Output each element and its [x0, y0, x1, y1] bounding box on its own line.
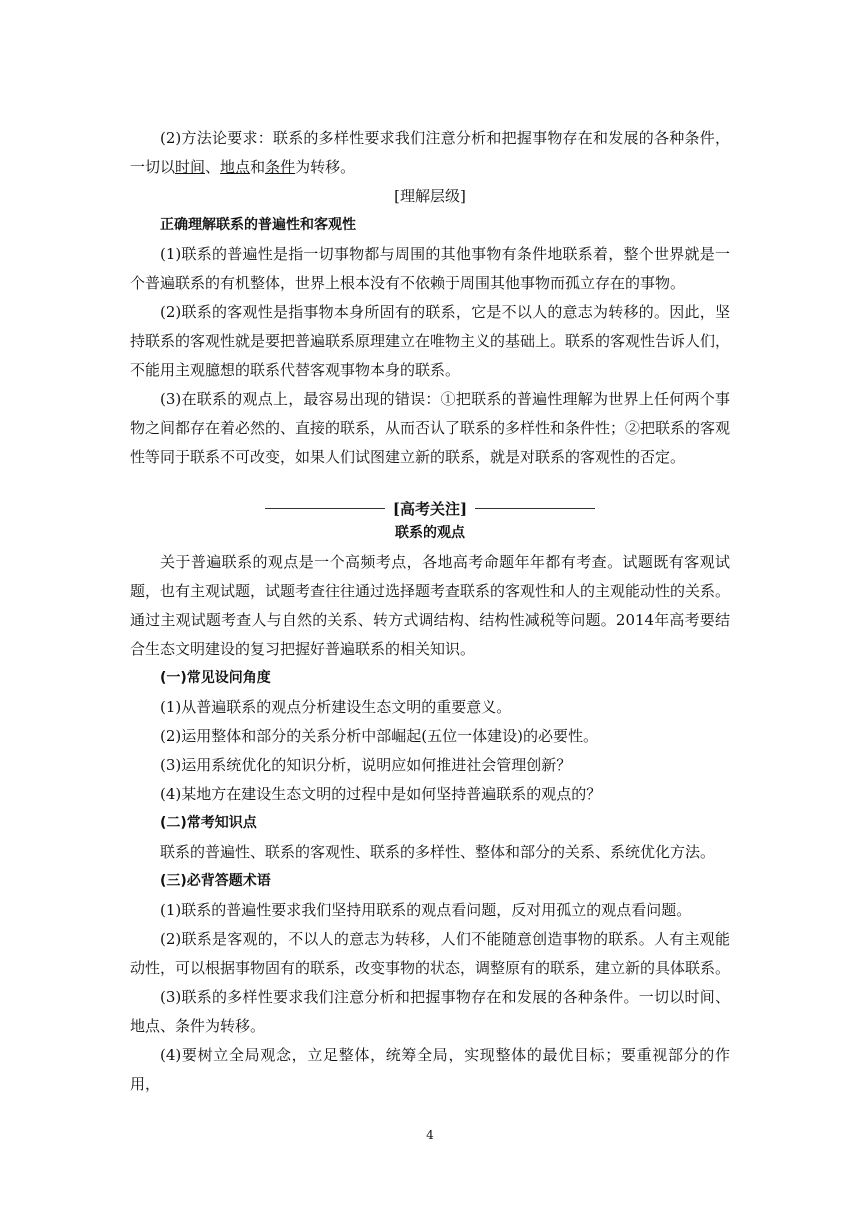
divider	[475, 508, 595, 509]
question-item: (1)从普遍联系的观点分析建设生态文明的重要意义。	[160, 698, 512, 716]
document-page	[130, 124, 730, 1099]
paragraph: (1)联系的普遍性是指一切事物都与周围的其他事物有条件地联系着，整个世界就是一个普遍联系的有机整体，世界上根本没有不依赖于周围其他事物而孤立存在的事物。	[130, 245, 730, 292]
banner-label: [高考关注]	[392, 500, 468, 518]
page-number: 4	[426, 1128, 434, 1142]
divider	[265, 508, 385, 509]
paragraph: 关于普遍联系的观点是一个高频考点，各地高考命题年年都有考查。试题既有客观试题，也有主观试题，试题考查往往通过选择题考查联系的客观性和人的主观能动性的关系。通过主观试题考查人与自然的关系、转方式调结构、结构性减税等问题。2014年高考要结合生态文明建设的复习把握好普遍联系的相关知识。	[130, 553, 731, 658]
gaokao-title: 联系的观点	[395, 525, 465, 541]
gaokao-banner	[130, 498, 730, 519]
paragraph: (3)在联系的观点上，最容易出现的错误：①把联系的普遍性理解为世界上任何两个事物之间都存在着必然的、直接的联系，从而否认了联系的多样性和条件性；②把联系的客观性等同于联系不可改变，如果人们试图建立新的联系，就是对联系的客观性的否定。	[130, 390, 731, 466]
subheading: (一)常见设问角度	[160, 670, 271, 686]
underlined-condition: 条件	[265, 158, 296, 176]
underlined-time: 时间	[175, 158, 206, 176]
section-heading: 正确理解联系的普遍性和客观性	[160, 217, 356, 233]
subheading: (二)常考知识点	[160, 815, 257, 831]
subheading: (三)必背答题术语	[160, 873, 271, 889]
question-item: (3)运用系统优化的知识分析，说明应如何推进社会管理创新？	[160, 756, 572, 774]
paragraph: 联系的普遍性、联系的客观性、联系的多样性、整体和部分的关系、系统优化方法。	[160, 843, 716, 861]
separator: 、	[205, 158, 221, 176]
method-paragraph	[130, 124, 730, 182]
term-item: (4)要树立全局观念，立足整体，统筹全局，实现整体的最优目标；要重视部分的作用，	[130, 1046, 730, 1093]
question-item: (4)某地方在建设生态文明的过程中是如何坚持普遍联系的观点的？	[160, 785, 602, 803]
level-label: [理解层级]	[394, 187, 466, 205]
term-item: (1)联系的普遍性要求我们坚持用联系的观点看问题，反对用孤立的观点看问题。	[160, 901, 692, 919]
conjunction: 和	[250, 158, 266, 176]
question-item: (2)运用整体和部分的关系分析中部崛起(五位一体建设)的必要性。	[160, 727, 598, 745]
paragraph: (2)联系的客观性是指事物本身所固有的联系，它是不以人的意志为转移的。因此，坚持联系的客观性就是要把普遍联系原理建立在唯物主义的基础上。联系的客观性告诉人们，不能用主观臆想的联系代替客观事物本身的联系。	[130, 303, 731, 379]
method-text: (2)方法论要求：联系的多样性要求我们注意分析和把握事物存在和发展的各种条件，一切以	[130, 129, 730, 176]
term-item: (2)联系是客观的，不以人的意志为转移，人们不能随意创造事物的联系。人有主观能动性，可以根据事物固有的联系，改变事物的状态，调整原有的联系，建立新的具体联系。	[130, 930, 731, 977]
term-item: (3)联系的多样性要求我们注意分析和把握事物存在和发展的各种条件。一切以时间、地点、条件为转移。	[130, 988, 730, 1035]
underlined-place: 地点	[220, 158, 251, 176]
method-suffix: 为转移。	[295, 158, 356, 176]
